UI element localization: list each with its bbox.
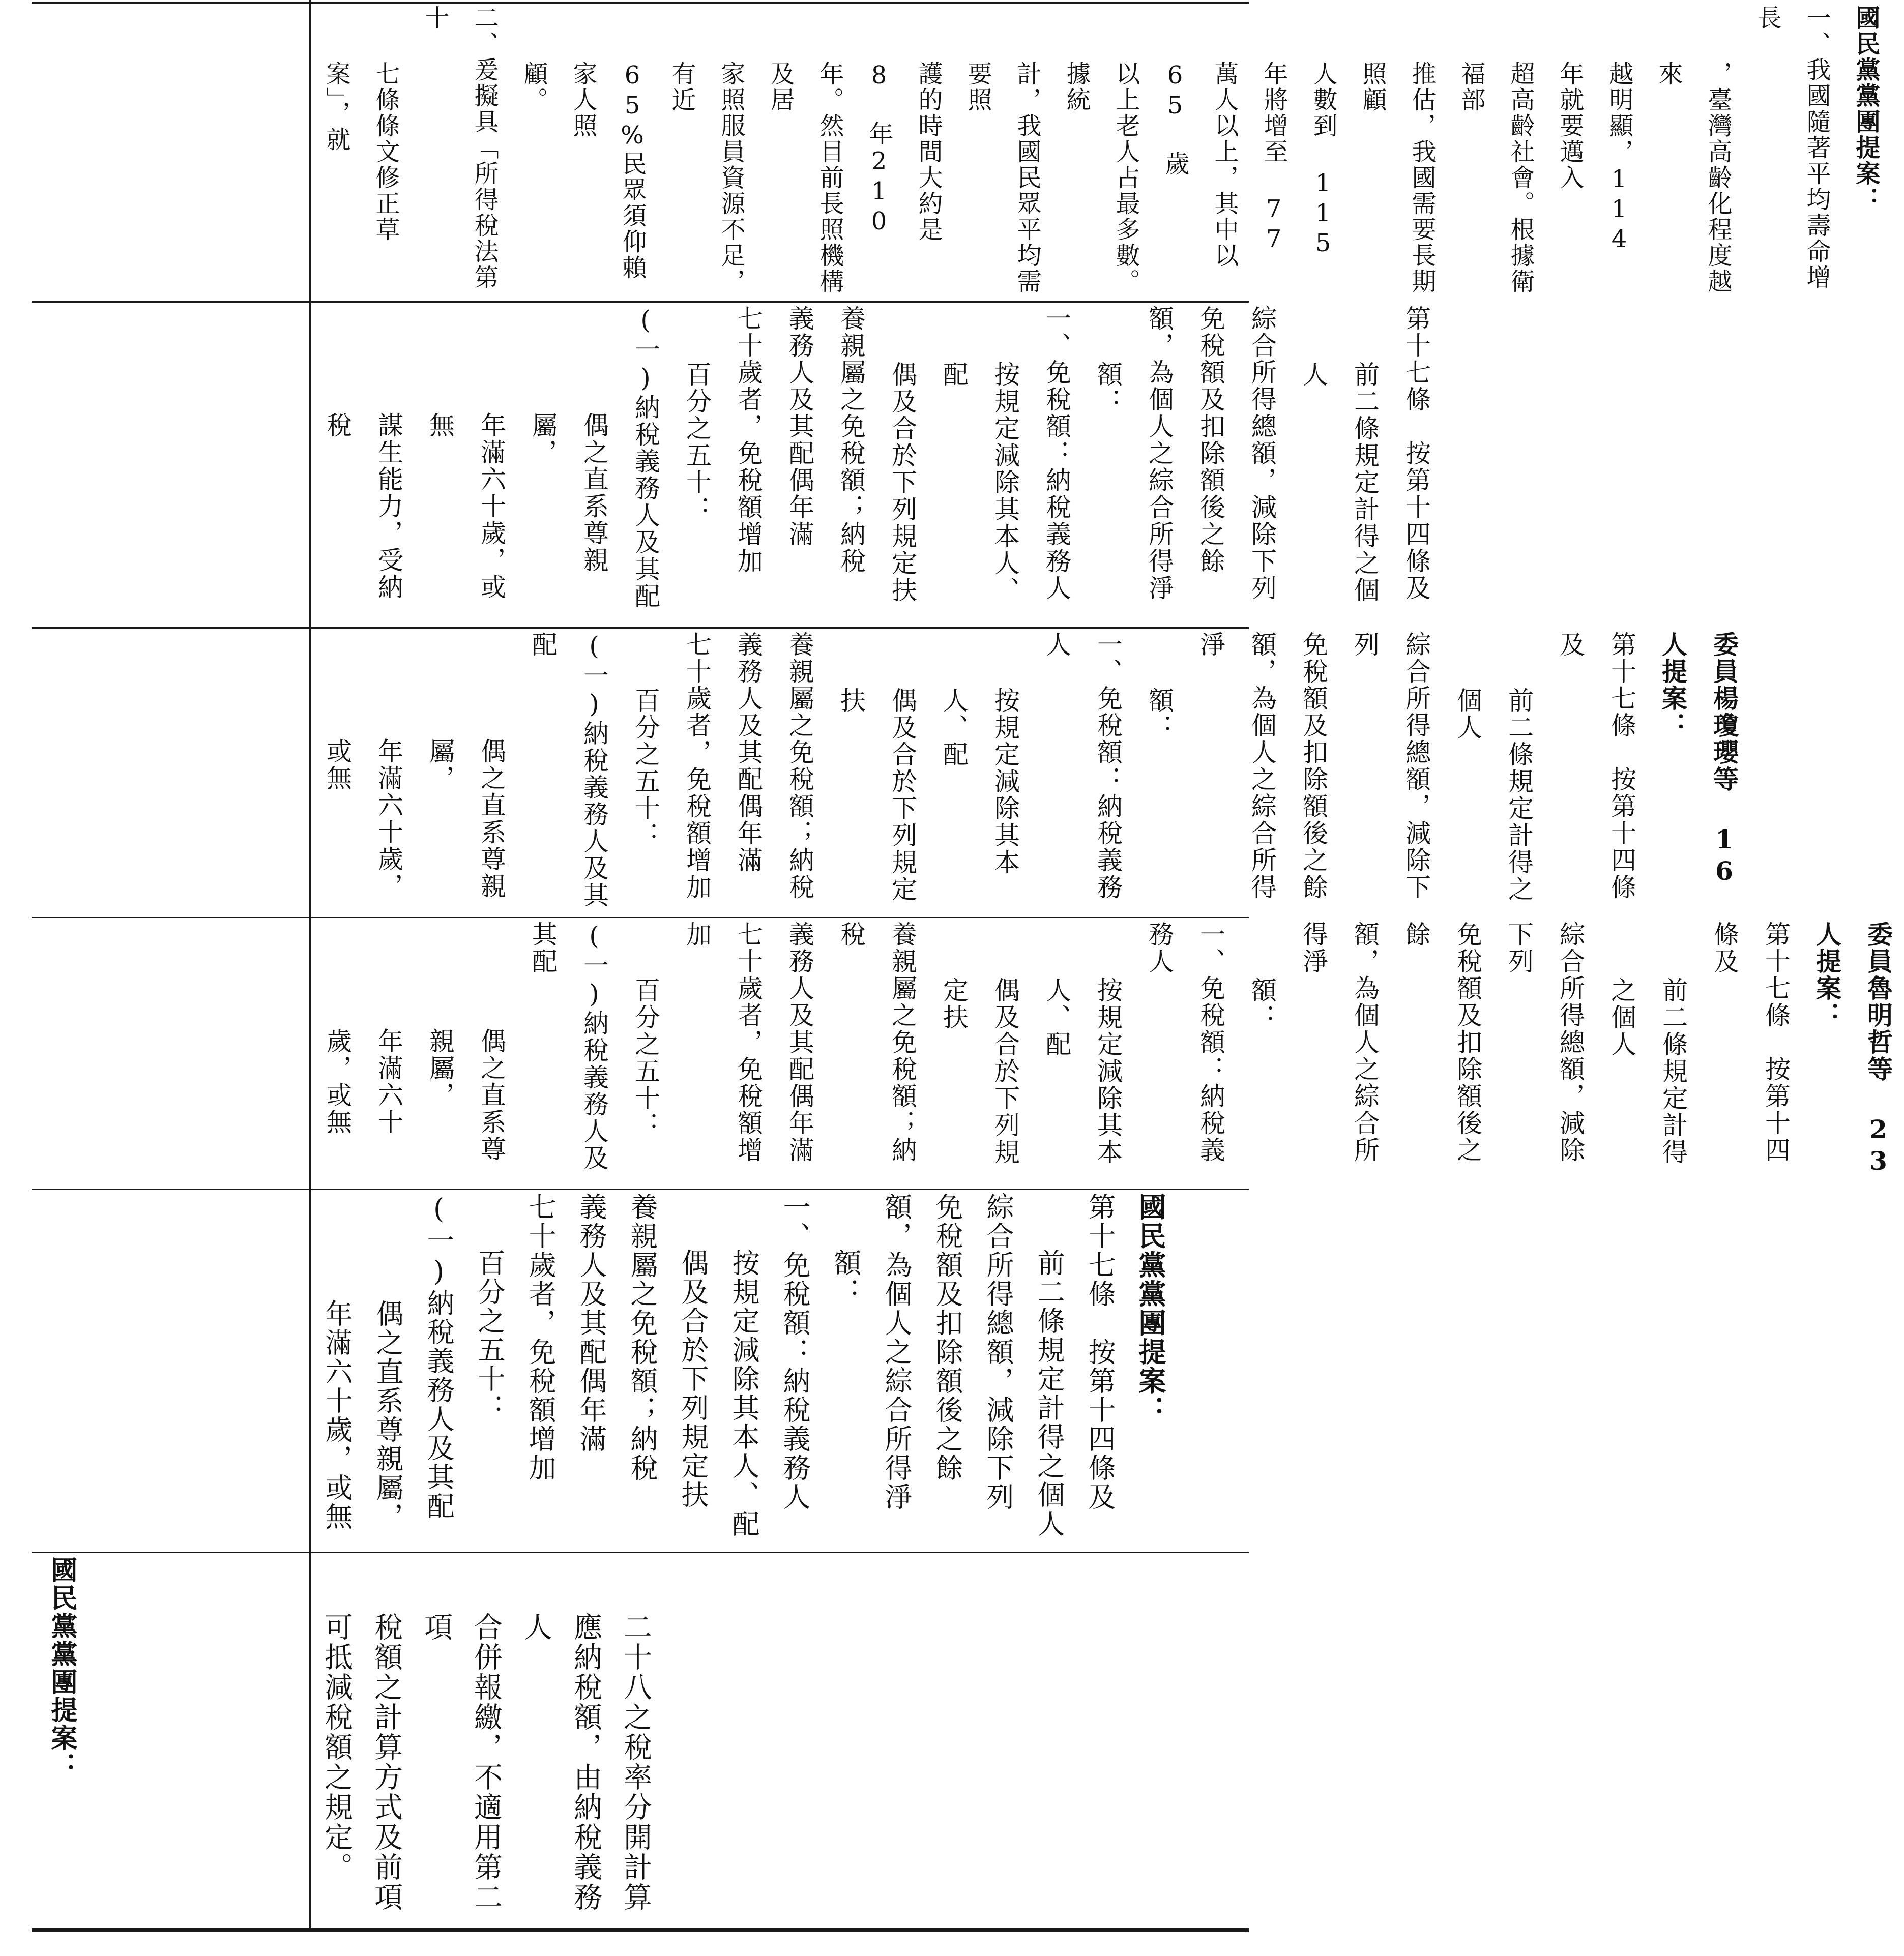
text-line: 年滿六十歲，或無 xyxy=(323,1028,403,1136)
text-line: 義務人及其配偶年滿 xyxy=(785,921,814,1164)
text-line: 按規定減除其本人、配 xyxy=(1042,977,1123,1166)
text-line: 免稅額及扣除額後之餘 xyxy=(931,1193,963,1483)
text-line: 養親屬之免稅額；納稅 xyxy=(836,921,917,1164)
band-current-law xyxy=(311,305,1431,623)
text-line: 額，為個人之綜合所得淨 xyxy=(881,1193,913,1512)
text-line: 偶及合於下列規定扶 xyxy=(888,361,917,604)
text-line: 百分之五十： xyxy=(631,977,660,1139)
table-border-bottom xyxy=(32,1928,1249,1932)
text-line: 偶及合於下列規定扶 xyxy=(836,687,917,903)
text-line: 免稅額及扣除額後之餘 xyxy=(1196,305,1225,575)
text-line: 偶之直系尊親屬， xyxy=(372,1299,404,1531)
text-line: 額： xyxy=(1247,977,1277,1031)
text-line: 顧。 xyxy=(519,61,548,113)
text-line: 七十歲者，免稅額增加 xyxy=(682,631,712,901)
text-line: 合併報繳，不適用第二項 xyxy=(420,1612,503,1912)
text-line: (一)納稅義務人及其配 xyxy=(528,631,609,909)
text-line: 超高齡社會。根據衛福部 xyxy=(1457,61,1535,294)
text-line: 二十八之稅率分開計算 xyxy=(619,1612,652,1912)
band-lu-body xyxy=(311,921,1893,1186)
cell-continuation xyxy=(311,1556,1249,1925)
band-kmt xyxy=(38,1556,308,1925)
text-line: 第十七條 按第十四條及 xyxy=(1084,1193,1116,1512)
text-line: 七十歲者，免稅額增加 xyxy=(734,305,763,575)
band-reason xyxy=(311,5,1880,298)
text-line: 義務人及其配偶年滿 xyxy=(734,631,763,874)
text-line: 年滿六十歲，或無 xyxy=(323,738,403,900)
text-line: 額： xyxy=(1093,361,1123,415)
proposal-title-reason: 國民黨黨團提案： xyxy=(1852,5,1880,213)
text-line: 計，我國民眾平均需要照 xyxy=(963,61,1041,294)
text-line: 萬人以上，其中以 65 歲 xyxy=(1161,61,1239,269)
text-line: 百分之五十： xyxy=(631,687,660,849)
continuation-text xyxy=(311,1556,660,1925)
text-line: 年。然目前長照機構及居 xyxy=(766,61,844,294)
text-line: 綜合所得總額，減除下列 xyxy=(1247,305,1277,602)
table-rule-1 xyxy=(32,301,1249,303)
text-line: 年滿六十歲，或無 xyxy=(321,1299,353,1531)
band-yang-body xyxy=(311,631,1739,913)
text-line: 一、免稅額：納稅義務人 xyxy=(779,1193,811,1512)
proposal-title-yang: 委員楊瓊瓔等 16 人提案： xyxy=(1658,631,1739,887)
text-line: 七條條文修正草案」，就 xyxy=(322,61,400,243)
text-line: 前二條規定計得之個人 xyxy=(1033,1249,1065,1538)
text-line: 一、免稅額：納稅義務人 xyxy=(1042,631,1123,901)
text-line: 可抵減稅額之規定。 xyxy=(320,1612,353,1882)
text-line: 前二條規定計得之個人 xyxy=(1453,687,1534,903)
text-line: 第十七條 按第十四條及 xyxy=(1401,305,1431,602)
text-line: 二、爰擬具「所得稅法第十 xyxy=(421,5,499,290)
text-line: 家照服員資源不足，有近 xyxy=(667,61,745,294)
text-line: 額，為個人之綜合所得淨 xyxy=(1299,921,1380,1164)
text-line: 額： xyxy=(830,1249,862,1307)
text-line: 推估，我國需要長期照顧 xyxy=(1358,61,1436,294)
text-line: 稅額之計算方式及前項 xyxy=(370,1612,403,1912)
text-line: 前二條規定計得之個人 xyxy=(1607,977,1688,1166)
text-line: 綜合所得總額，減除下列 xyxy=(1350,631,1431,901)
table-rule-4 xyxy=(32,1189,1249,1190)
text-line: 偶之直系尊親屬， xyxy=(425,738,506,900)
text-line: 偶及合於下列規定扶 xyxy=(677,1249,709,1509)
text-line: 義務人及其配偶年滿 xyxy=(575,1193,607,1454)
text-line: 綜合所得總額，減除下列 xyxy=(1504,921,1585,1164)
text-line: 按規定減除其本人、配 xyxy=(728,1249,760,1538)
text-line: 應納稅額，由納稅義務人 xyxy=(519,1612,602,1912)
proposal-title-lu: 委員魯明哲等 23 人提案： xyxy=(1812,921,1893,1177)
text-line: 額，為個人之綜合所得淨 xyxy=(1145,305,1174,602)
text-line: (一)納稅義務人及其配 xyxy=(423,1193,455,1521)
text-line: 偶之直系尊親屬， xyxy=(425,1028,506,1163)
text-line: 養親屬之免稅額；納稅 xyxy=(626,1193,658,1483)
text-line: 一、我國隨著平均壽命增長 xyxy=(1753,5,1831,290)
text-line: 按規定減除其本人、配 xyxy=(939,361,1020,604)
proposal-title-kmt: 國民黨黨團提案： xyxy=(1134,1193,1167,1425)
text-line: 額，為個人之綜合所得淨 xyxy=(1196,631,1277,901)
text-line: 一、免稅額：納稅義務人 xyxy=(1042,305,1071,602)
text-line: 第十七條 按第十四條及 xyxy=(1556,631,1636,901)
text-line: 養親屬之免稅額；納稅 xyxy=(836,305,866,575)
text-line: 越明顯，114 年就要邁入 xyxy=(1556,61,1633,255)
text-line: 謀生能力，受納稅 xyxy=(323,412,403,601)
text-line: ，臺灣高齡化程度越來 xyxy=(1654,61,1732,294)
text-line: 綜合所得總額，減除下列 xyxy=(982,1193,1014,1512)
text-line: 百分之五十： xyxy=(474,1249,506,1422)
text-line: 前二條規定計得之個人 xyxy=(1299,361,1380,604)
table-rule-5 xyxy=(32,1552,1249,1553)
text-line: 偶之直系尊親屬， xyxy=(528,412,609,574)
text-line: 養親屬之免稅額；納稅 xyxy=(785,631,814,901)
text-line: 額： xyxy=(1145,687,1174,741)
proposal-title: 國民黨黨團提案： xyxy=(46,1556,77,1780)
text-line: 護的時間大約是 8 年210 xyxy=(865,61,943,243)
text-line: 免稅額及扣除額後之餘 xyxy=(1299,631,1328,901)
text-line: 義務人及其配偶年滿 xyxy=(785,305,814,548)
text-line: 一、免稅額：納稅義務人 xyxy=(1145,921,1225,1164)
table-border-top xyxy=(32,2,1249,4)
band-kmt-body xyxy=(311,1193,1249,1551)
table-rule-2 xyxy=(32,627,1249,629)
text-line: 第十七條 按第十四條及 xyxy=(1710,921,1791,1164)
text-line: 按規定減除其本人、配 xyxy=(939,687,1020,876)
table-rule-3 xyxy=(32,917,1249,918)
text-line: 七十歲者，免稅額增加 xyxy=(682,921,763,1164)
text-line: 65%民眾須仰賴家人照 xyxy=(569,61,647,281)
text-line: (一)納稅義務人及其配 xyxy=(528,921,609,1172)
text-line: 年滿六十歲，或無 xyxy=(425,412,506,601)
text-line: 人數到 115 年將增至 77 xyxy=(1259,61,1337,259)
text-line: 七十歲者，免稅額增加 xyxy=(524,1193,556,1483)
text-line: 免稅額及扣除額後之餘 xyxy=(1401,921,1482,1164)
text-line: 偶及合於下列規定扶 xyxy=(939,977,1020,1166)
text-line: (一)納稅義務人及其配 xyxy=(631,305,660,610)
text-line: 百分之五十： xyxy=(682,361,712,523)
text-line: 以上老人占最多數。據統 xyxy=(1062,61,1140,294)
